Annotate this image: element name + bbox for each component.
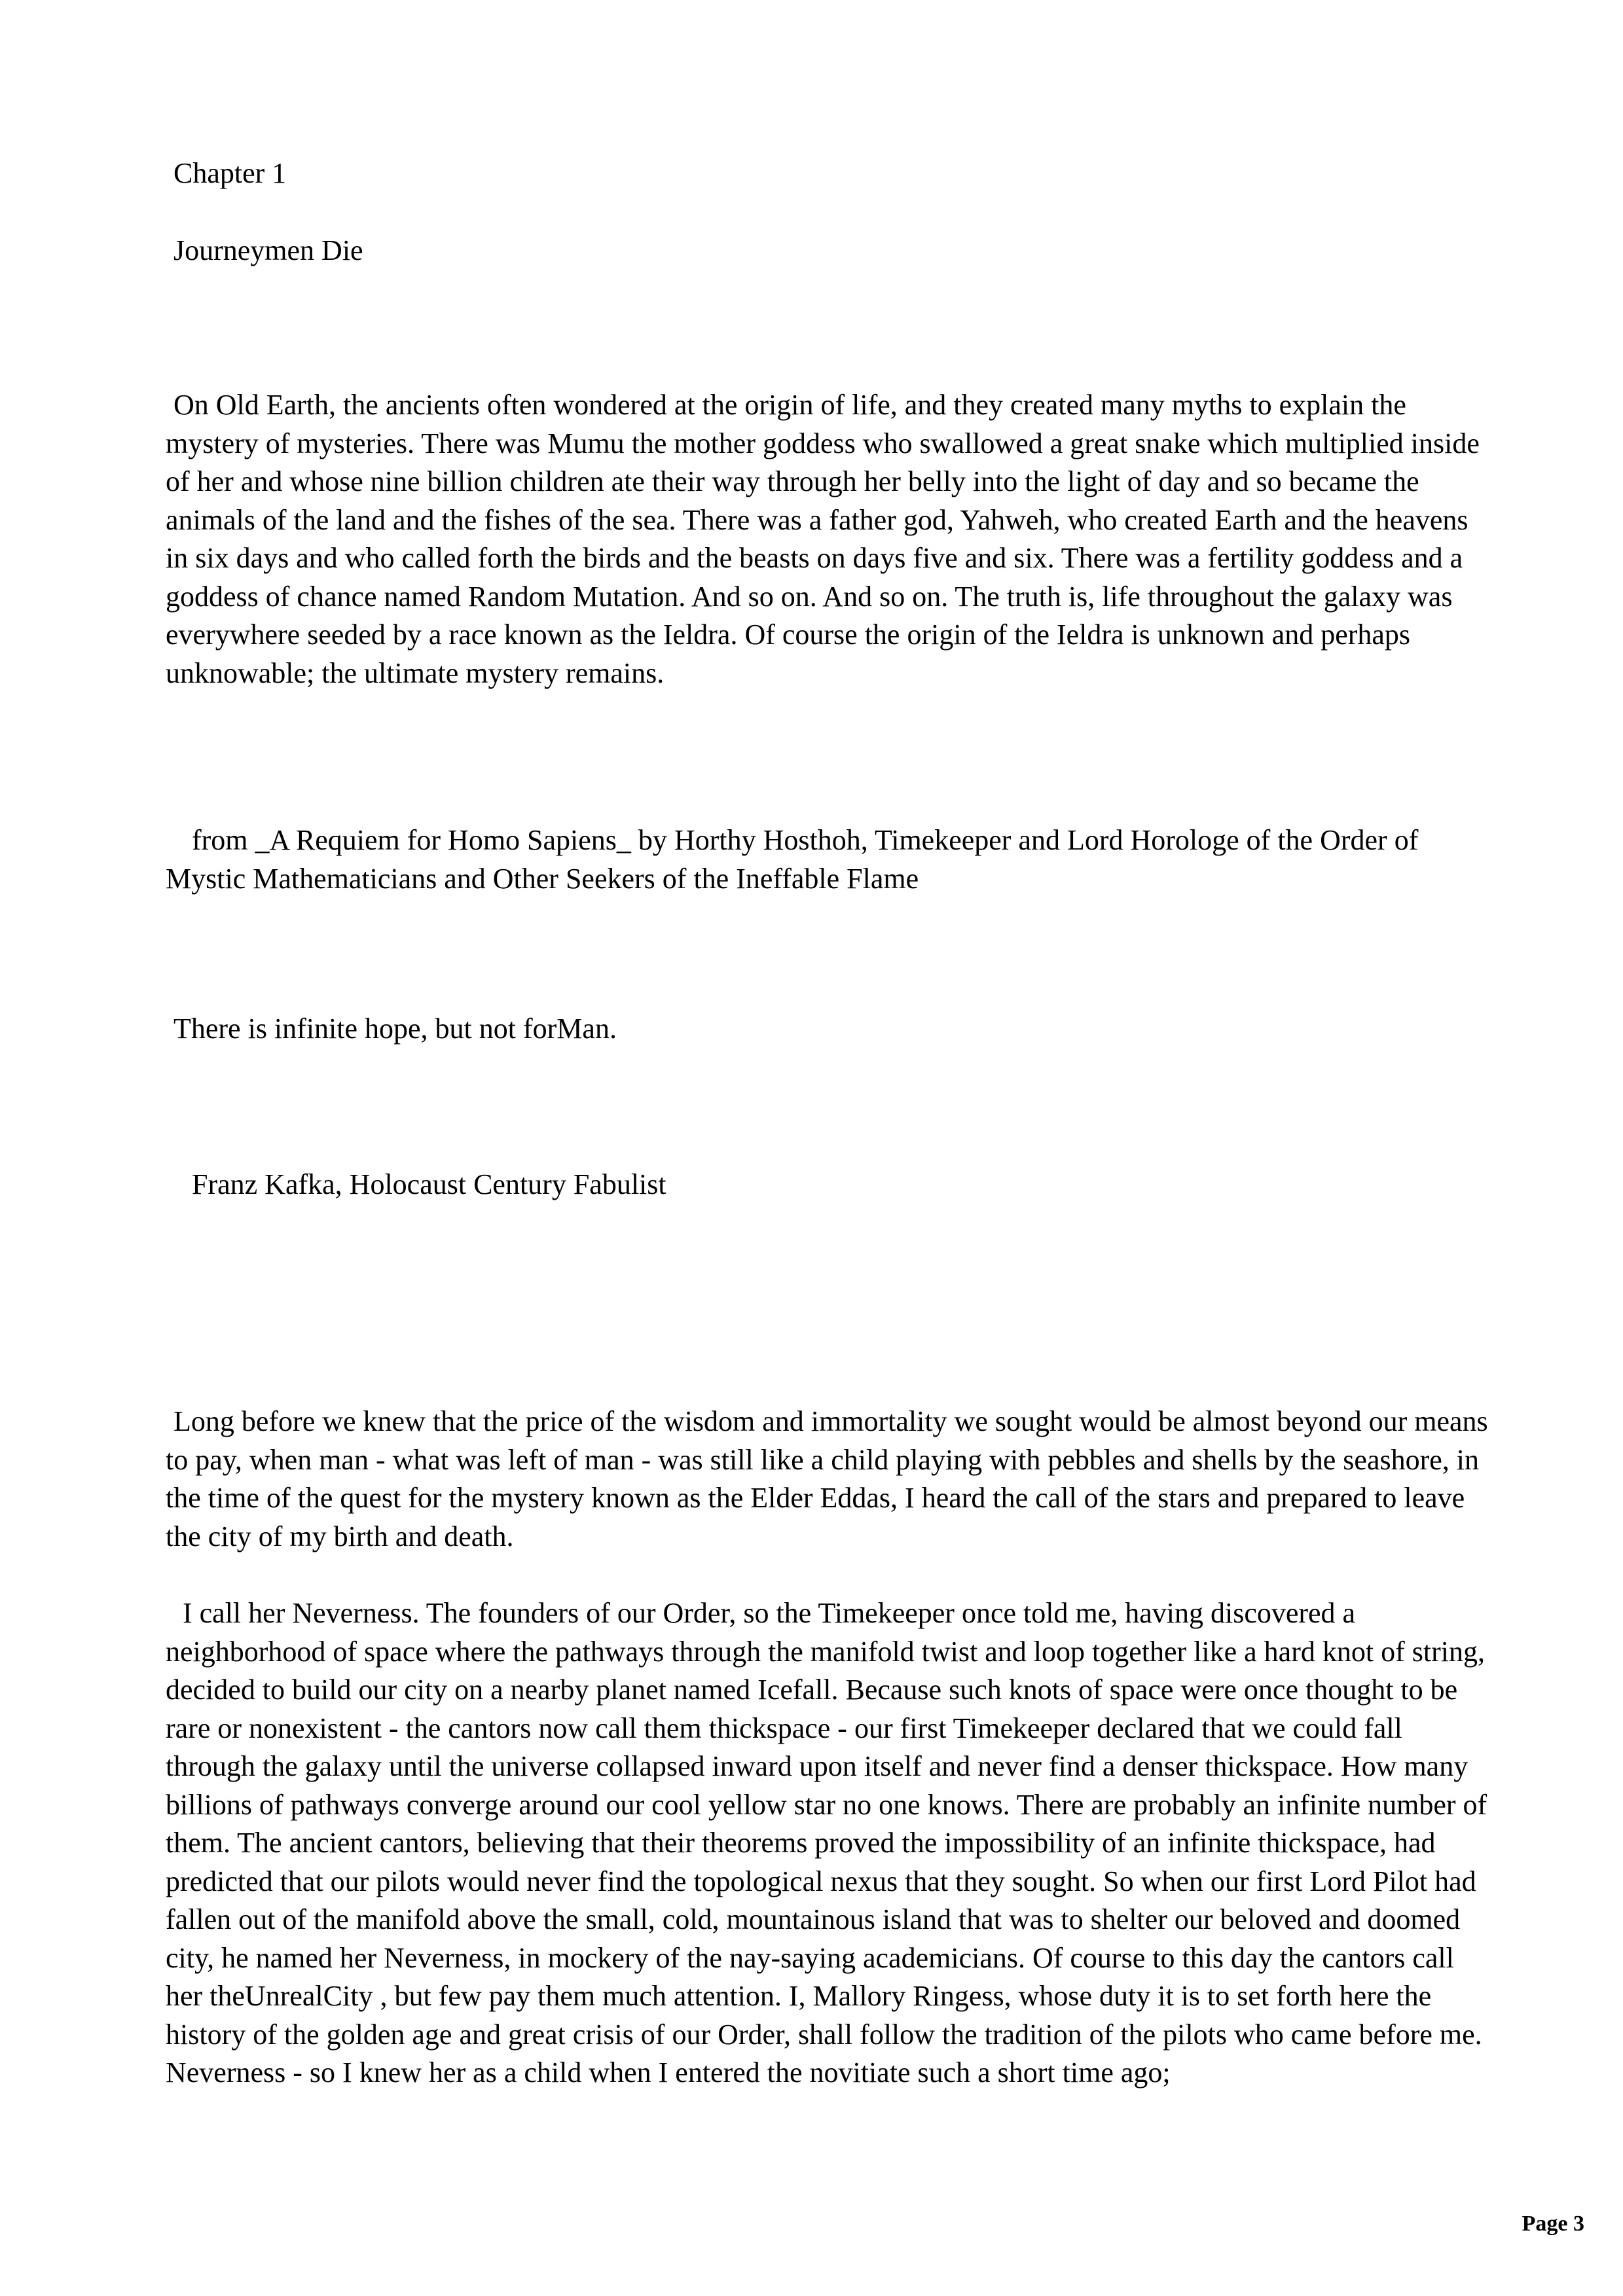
epigraph-2-text: There is infinite hope, but not forMan.: [173, 1013, 617, 1045]
epigraph-2-attribution: Franz Kafka, Holocaust Century Fabulist: [192, 1168, 666, 1200]
chapter-title: Journeymen Die: [173, 234, 363, 266]
chapter-label: Chapter 1: [173, 157, 287, 189]
body-paragraph-1: Long before we knew that the price of the wisdom and immortality we sought would be almost beyond our means to pay, when man - what was left of man - was still like a child playing with pebbles and shells by the seashore, in the time of the quest for the mystery known as the Elder Eddas, I heard the call of the stars and prepared to leave the city of my birth and death.: [166, 1405, 1488, 1552]
body-paragraph-2: I call her Neverness. The founders of our Order, so the Timekeeper once told me, having discovered a neighborhood of space where the pathways through the manifold twist and loop together like a hard knot of string, decided to build our city on a nearby planet named Icefall. Because such knots of space were once thought to be rare or nonexistent - the cantors now call them thickspace - our first Timekeeper declared that we could fall through the galaxy until the universe collapsed inward upon itself and never find a denser thickspace. How many billions of pathways converge around our cool yellow star no one knows. There are probably an infinite number of them. The ancient cantors, believing that their theorems proved the impossibility of an infinite thickspace, had predicted that our pilots would never find the topological nexus that they sought. So when our first Lord Pilot had fallen out of the manifold above the small, cold, mountainous island that was to shelter our beloved and doomed city, he named her Neverness, in mockery of the nay-saying academicians. Of course to this day the cantors call her theUnrealCity , but few pay them much attention. I, Mallory Ringess, whose duty it is to set forth here the history of the golden age and great crisis of our Order, shall follow the tradition of the pilots who came before me. Neverness - so I knew her as a child when I entered the novitiate such a short time ago;: [166, 1597, 1487, 2089]
epigraph-1-attribution: from _A Requiem for Homo Sapiens_ by Horthy Hosthoh, Timekeeper and Lord Horologe of the Order of Mystic Mathematicians and Other Seekers of the Ineffable Flame: [166, 824, 1419, 895]
page-number: Page 3: [1522, 2212, 1584, 2236]
epigraph-1-text: On Old Earth, the ancients often wondered at the origin of life, and they created many myths to explain the mystery of mysteries. There was Mumu the mother goddess who swallowed a great snake which multiplied inside of her and whose nine billion children ate their way through her belly into the light of day and so became the animals of the land and the fishes of the sea. There was a father god, Yahweh, who created Earth and the heavens in six days and who called forth the birds and the beasts on days five and six. There was a fertility goddess and a goddess of chance named Random Mutation. And so on. And so on. The truth is, life throughout the galaxy was everywhere seeded by a race known as the Ieldra. Of course the origin of the Ieldra is unknown and perhaps unknowable; the ultimate mystery remains.: [166, 389, 1480, 689]
